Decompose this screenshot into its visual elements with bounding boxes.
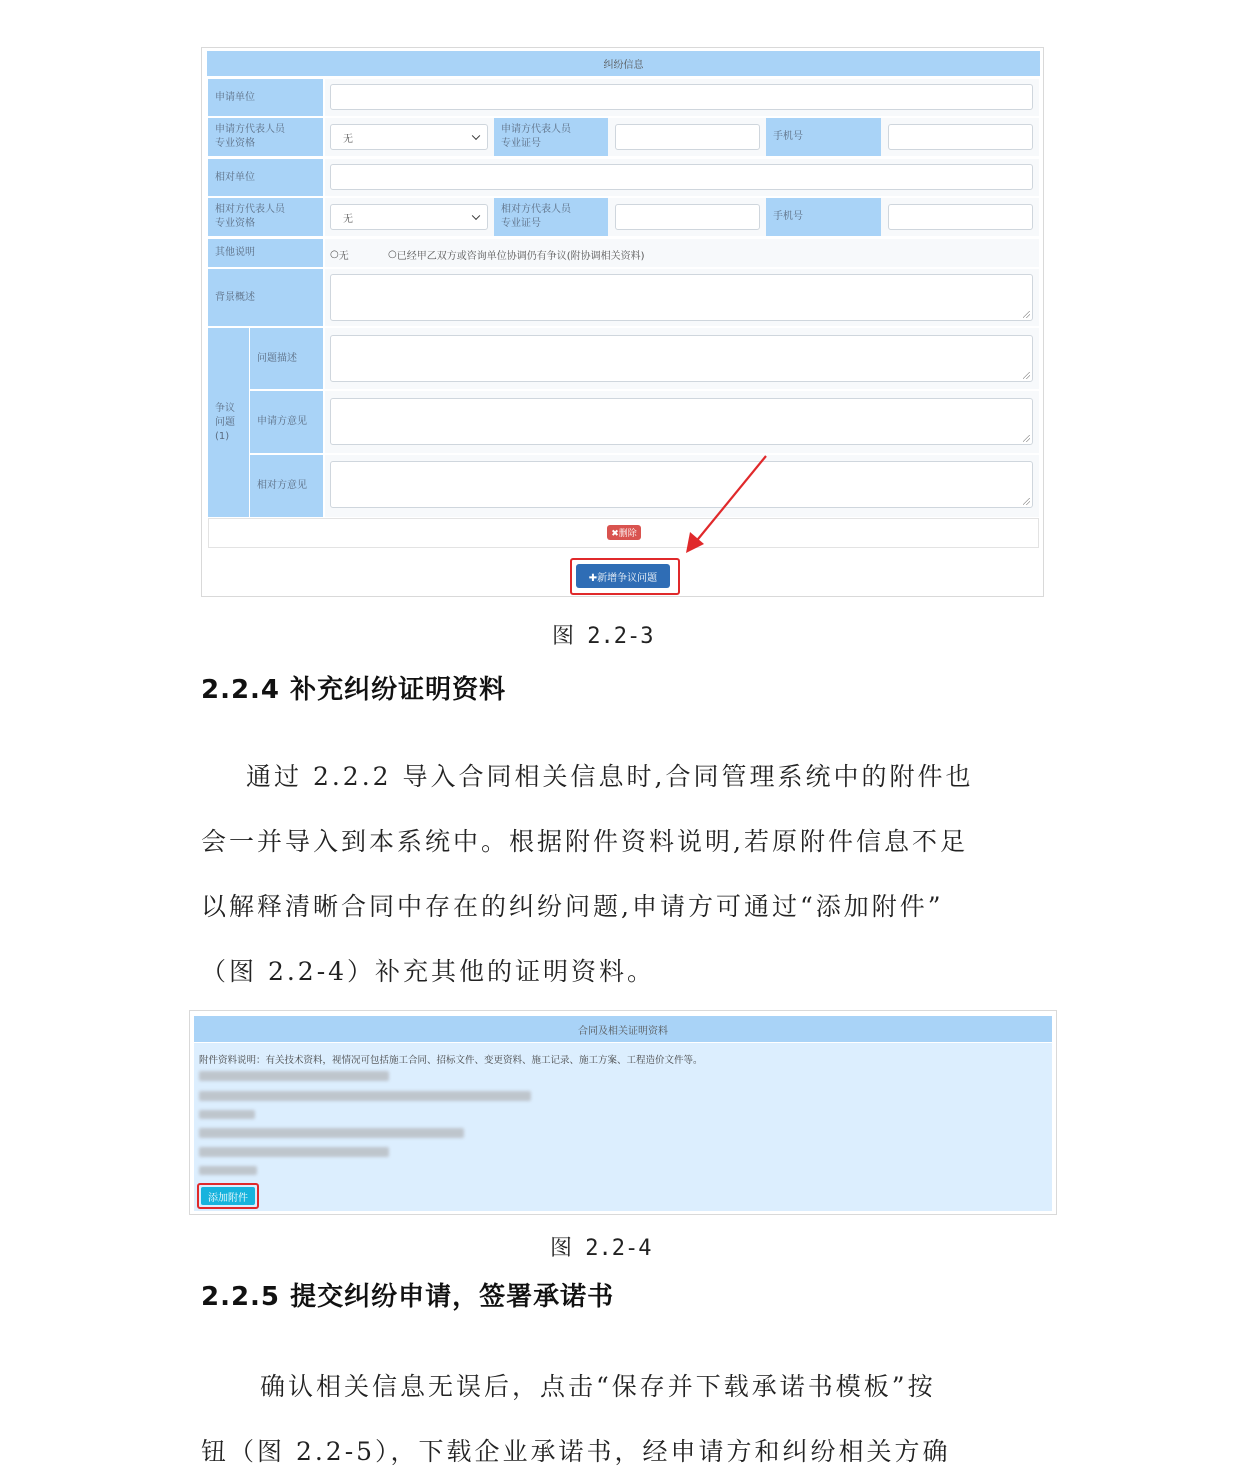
opposite-cert-input[interactable]	[615, 204, 760, 230]
attachment-note: 附件资料说明：有关技术资料，视情况可包括施工合同、招标文件、变更资料、施工记录、施工方案、工程造价文件等。	[199, 1055, 703, 1066]
applicant-cert-input[interactable]	[615, 124, 760, 150]
attachments-body	[194, 1043, 1052, 1211]
section-heading-225: 2.2.5 提交纠纷申请，签署承诺书	[201, 1282, 615, 1312]
opposite-unit-label: 相对单位	[208, 159, 323, 196]
attachments-header: 合同及相关证明资料	[194, 1016, 1052, 1042]
resize-grip-icon[interactable]	[1023, 435, 1030, 442]
red-arrow-icon	[680, 452, 775, 558]
blurred-attachment-link[interactable]	[199, 1071, 389, 1081]
dispute-issue-group-label: 争议 问题 (1)	[208, 328, 249, 517]
problem-description-textarea[interactable]	[330, 335, 1033, 382]
blurred-attachment-link[interactable]	[199, 1091, 531, 1101]
add-attachment-button[interactable]: 添加附件	[201, 1187, 255, 1205]
delete-button[interactable]: ✖删除	[607, 525, 641, 540]
paragraph-line: （图 2.2-4）补充其他的证明资料。	[201, 957, 656, 986]
applicant-cert-label: 申请方代表人员 专业证号	[494, 118, 608, 156]
applicant-phone-input[interactable]	[888, 124, 1033, 150]
resize-grip-icon[interactable]	[1023, 372, 1030, 379]
opposite-phone-input[interactable]	[888, 204, 1033, 230]
paragraph-line: 确认相关信息无误后，点击“保存并下载承诺书模板”按	[260, 1372, 936, 1401]
add-dispute-issue-button[interactable]: ✚新增争议问题	[576, 564, 670, 588]
radio-icon: ○	[388, 249, 397, 260]
resize-grip-icon[interactable]	[1023, 311, 1030, 318]
opposite-rep-label: 相对方代表人员 专业资格	[208, 198, 323, 236]
paragraph-line: 以解释清晰合同中存在的纠纷问题,申请方可通过“添加附件”	[201, 892, 944, 921]
radio-icon: ○	[330, 249, 339, 260]
select-value: 无	[343, 213, 353, 225]
opposite-opinion-label: 相对方意见	[250, 455, 323, 517]
other-notes-label: 其他说明	[208, 239, 323, 267]
paragraph-line: 通过 2.2.2 导入合同相关信息时,合同管理系统中的附件也	[246, 762, 974, 791]
applicant-rep-label: 申请方代表人员 专业资格	[208, 118, 323, 156]
chevron-down-icon	[472, 212, 480, 220]
paragraph-line: 钮（图 2.2-5），下载企业承诺书，经申请方和纠纷相关方确	[201, 1437, 951, 1466]
problem-description-label: 问题描述	[250, 328, 323, 389]
figure-caption-1: 图 2.2-3	[552, 624, 654, 649]
applicant-opinion-textarea[interactable]	[330, 398, 1033, 445]
phone-label-2: 手机号	[766, 198, 881, 236]
opposite-rep-qualification-select[interactable]	[330, 204, 488, 230]
background-textarea[interactable]	[330, 274, 1033, 321]
background-label: 背景概述	[208, 269, 323, 326]
select-value: 无	[343, 133, 353, 145]
radio-none-label: 无	[338, 251, 349, 262]
applicant-rep-qualification-select[interactable]	[330, 124, 488, 150]
form-header: 纠纷信息	[207, 51, 1040, 76]
phone-label: 手机号	[766, 118, 881, 156]
chevron-down-icon	[472, 132, 480, 140]
resize-grip-icon[interactable]	[1023, 498, 1030, 505]
radio-disputed[interactable]	[388, 247, 645, 262]
applicant-opinion-label: 申请方意见	[250, 391, 323, 453]
blurred-attachment-link[interactable]	[199, 1128, 464, 1138]
opposite-cert-label: 相对方代表人员 专业证号	[494, 198, 608, 236]
radio-disputed-label: 已经甲乙双方或咨询单位协调仍有争议(附协调相关资料)	[396, 251, 645, 262]
blurred-attachment-link[interactable]	[199, 1110, 255, 1119]
blurred-attachment-link[interactable]	[199, 1166, 257, 1175]
radio-none[interactable]	[330, 247, 349, 262]
blurred-attachment-link[interactable]	[199, 1147, 389, 1157]
paragraph-line: 会一并导入到本系统中。根据附件资料说明,若原附件信息不足	[201, 827, 968, 856]
applicant-unit-input[interactable]	[330, 84, 1033, 110]
figure-caption-2: 图 2.2-4	[550, 1236, 652, 1261]
opposite-unit-input[interactable]	[330, 164, 1033, 190]
applicant-unit-label: 申请单位	[208, 79, 323, 116]
section-heading-224: 2.2.4 补充纠纷证明资料	[201, 675, 507, 705]
